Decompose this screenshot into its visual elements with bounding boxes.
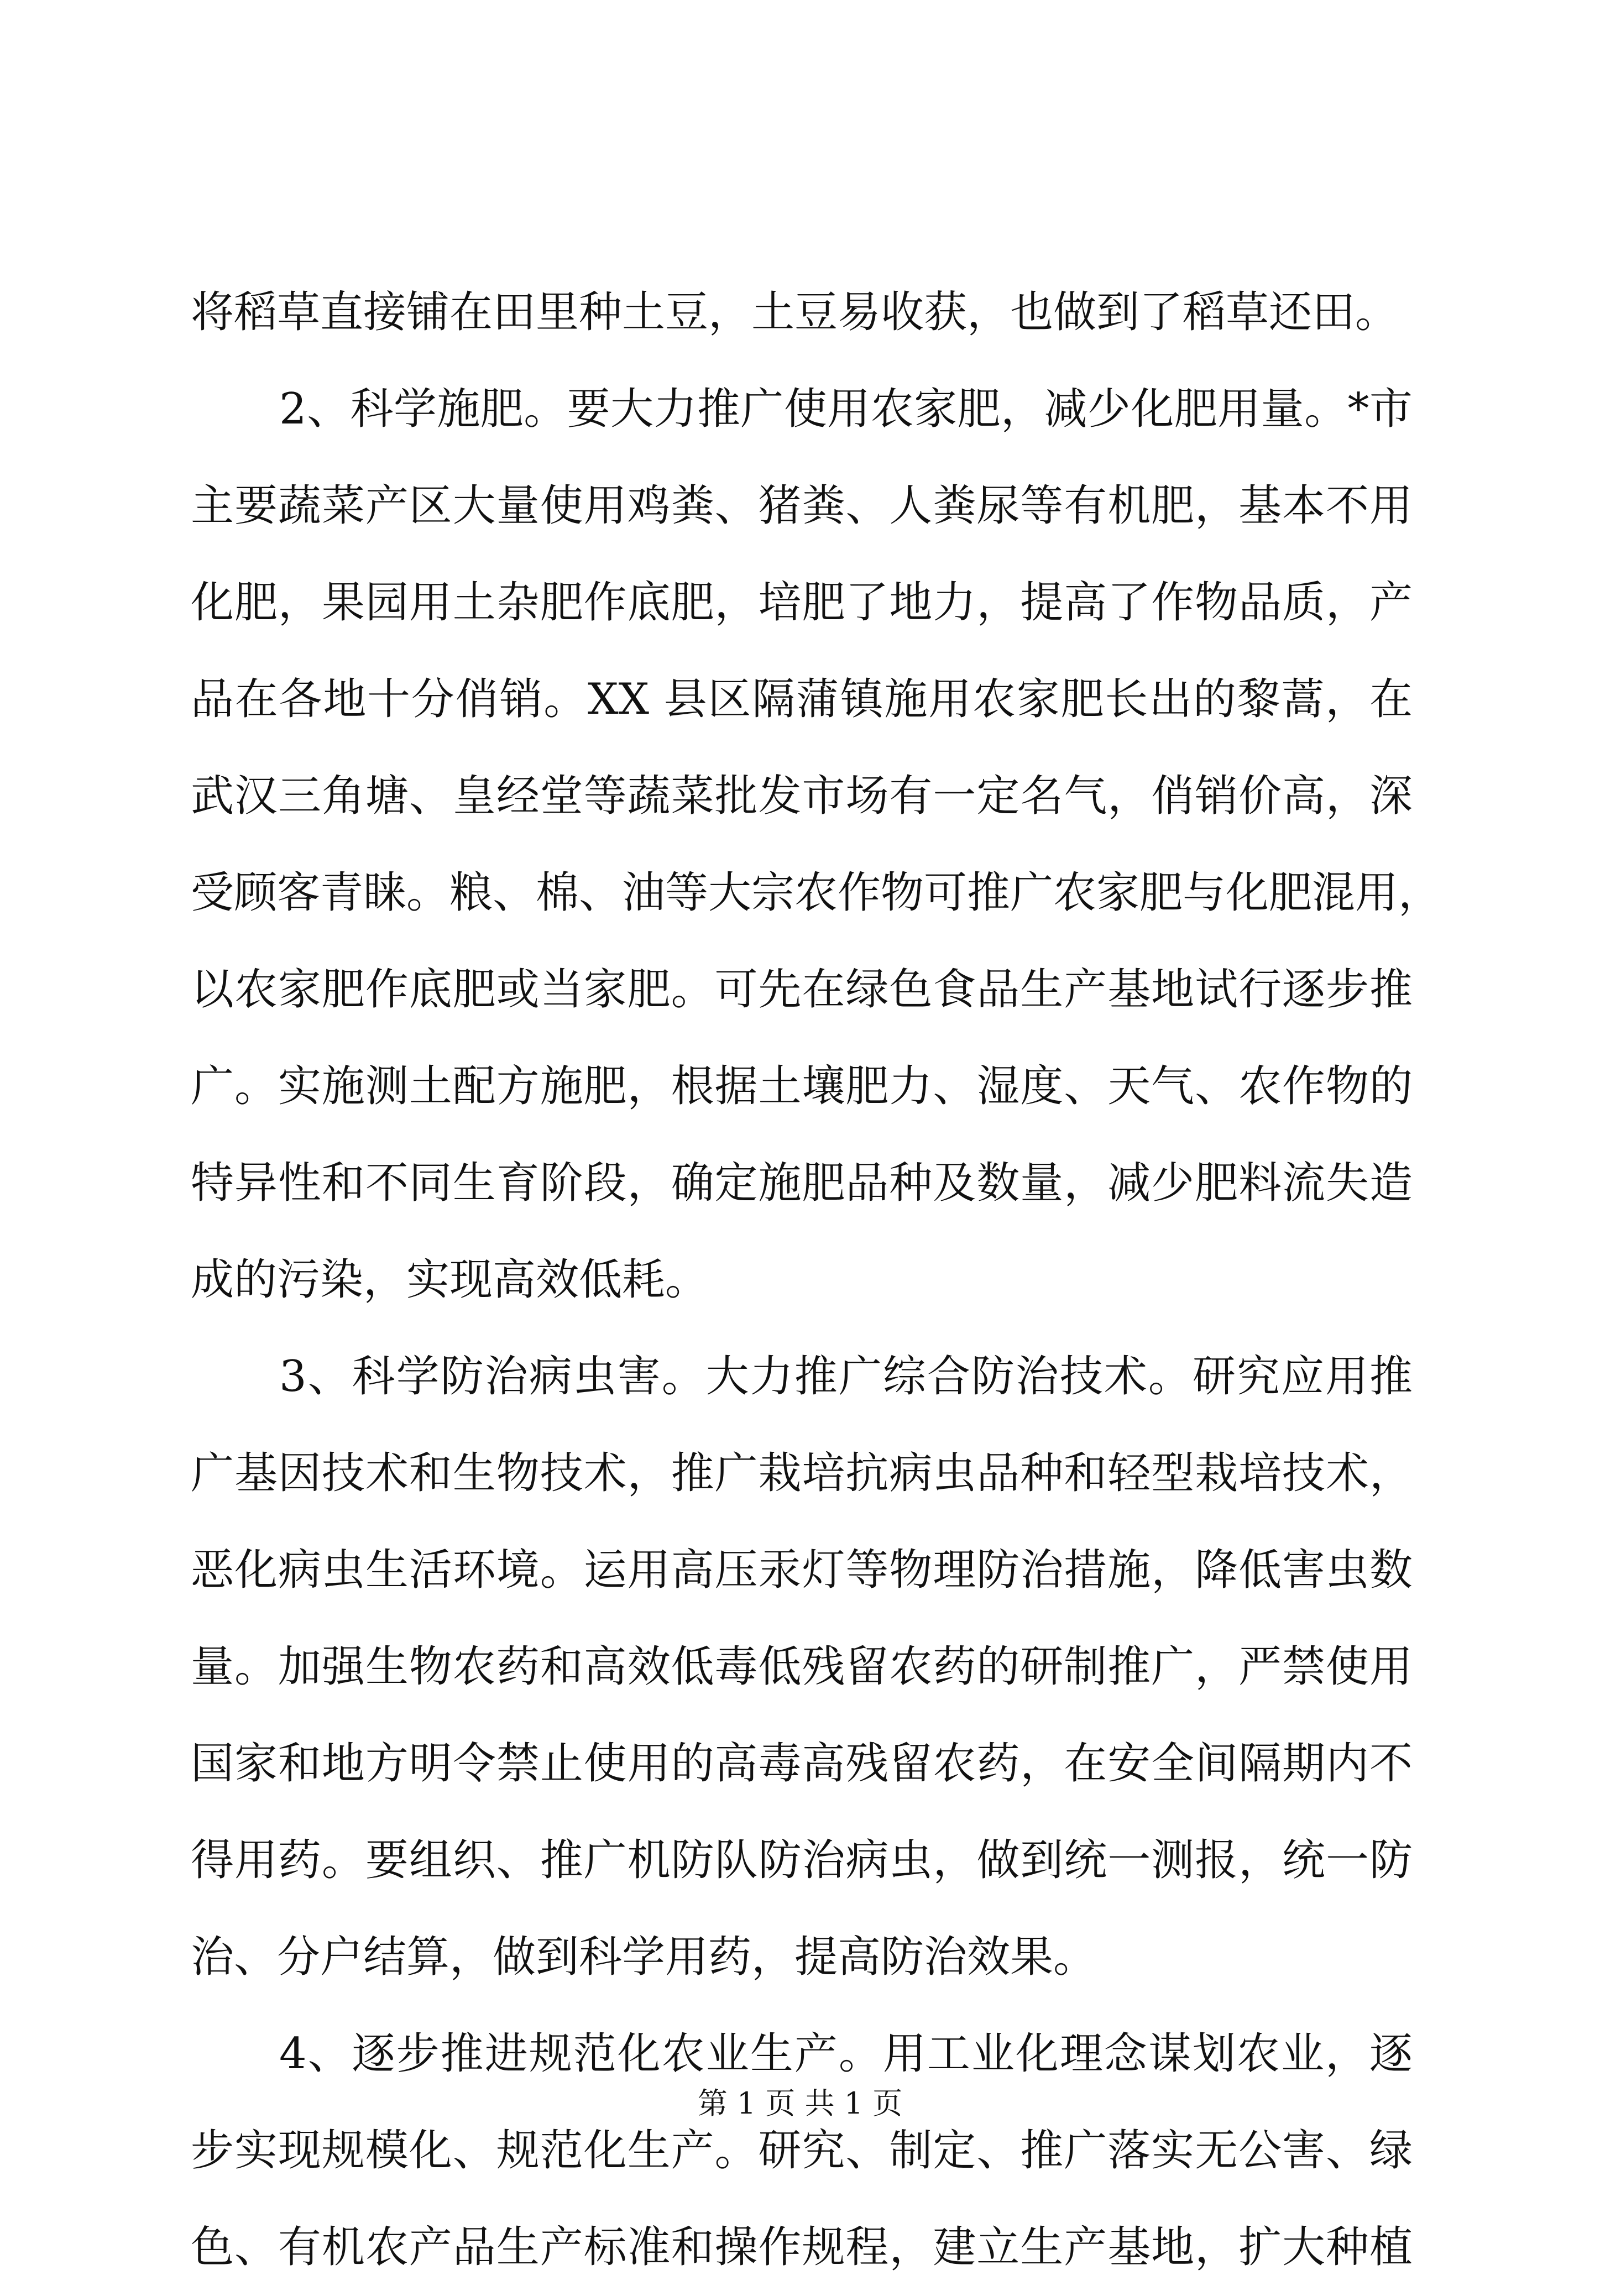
text-line: 4、逐步推进规范化农业生产。用工业化理念谋划农业，逐	[279, 2029, 1413, 2079]
text-line: 将稻草直接铺在田里种土豆，土豆易收获，也做到了稻草还田。	[191, 287, 1399, 337]
text-line: 品在各地十分俏销。XX 县区隔蒲镇施用农家肥长出的黎蒿，在	[191, 674, 1413, 724]
text-line: 步实现规模化、规范化生产。研究、制定、推广落实无公害、绿	[191, 2126, 1413, 2175]
body-text	[191, 264, 1442, 2296]
page-footer: 第 1 页 共 1 页	[697, 2086, 903, 2121]
text-line: 量。加强生物农药和高效低毒低残留农药的研制推广，严禁使用	[191, 1642, 1413, 1692]
text-line: 色、有机农产品生产标准和操作规程，建立生产基地，扩大种植	[191, 2222, 1413, 2272]
text-line: 2、科学施肥。要大力推广使用农家肥，减少化肥用量。*市	[279, 384, 1413, 434]
text-line: 特异性和不同生育阶段，确定施肥品种及数量，减少肥料流失造	[191, 1158, 1413, 1208]
text-line: 治、分户结算，做到科学用药，提高防治效果。	[191, 1932, 1097, 1982]
text-line: 得用药。要组织、推广机防队防治病虫，做到统一测报，统一防	[191, 1835, 1413, 1885]
text-line: 受顾客青睐。粮、棉、油等大宗农作物可推广农家肥与化肥混用，	[191, 868, 1442, 918]
text-line: 化肥，果园用土杂肥作底肥，培肥了地力，提高了作物品质，产	[191, 578, 1413, 627]
text-line: 恶化病虫生活环境。运用高压汞灯等物理防治措施，降低害虫数	[191, 1545, 1413, 1595]
text-line: 成的污染，实现高效低耗。	[191, 1255, 709, 1305]
text-line: 广。实施测土配方施肥，根据土壤肥力、湿度、天气、农作物的	[191, 1061, 1413, 1111]
text-line: 广基因技术和生物技术，推广栽培抗病虫品种和轻型栽培技术，	[191, 1448, 1413, 1498]
text-line: 3、科学防治病虫害。大力推广综合防治技术。研究应用推	[279, 1352, 1413, 1401]
text-line: 国家和地方明令禁止使用的高毒高残留农药，在安全间隔期内不	[191, 1739, 1413, 1788]
text-line: 武汉三角塘、皇经堂等蔬菜批发市场有一定名气，俏销价高，深	[191, 771, 1413, 821]
text-line: 主要蔬菜产区大量使用鸡粪、猪粪、人粪尿等有机肥，基本不用	[191, 481, 1413, 531]
text-line: 以农家肥作底肥或当家肥。可先在绿色食品生产基地试行逐步推	[191, 965, 1413, 1014]
